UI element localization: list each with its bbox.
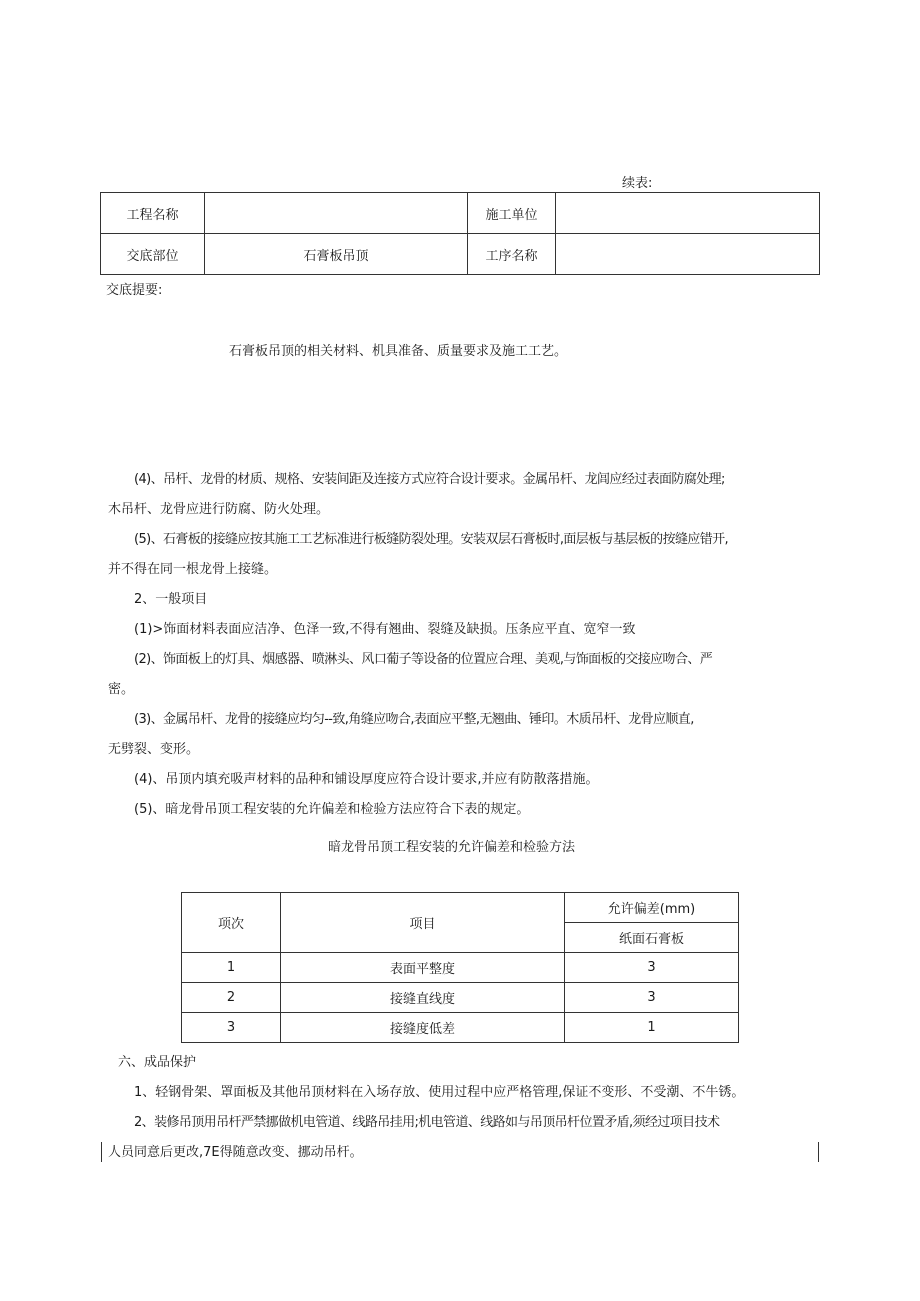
- paragraph-line: (5)、暗龙骨吊顶工程安装的允许偏差和检验方法应符合下表的规定。: [134, 802, 530, 817]
- contractor-value: [556, 193, 820, 234]
- section-heading: 2、一般项目: [134, 592, 208, 607]
- paragraph-line: 并不得在同一根龙骨上接缝。: [108, 562, 278, 577]
- continued-label: 续表:: [622, 176, 653, 191]
- summary-text: 石膏板吊顶的相关材料、机具准备、质量要求及施工工艺。: [229, 344, 568, 359]
- project-name-value: [205, 193, 468, 234]
- row-item: 接缝度低差: [281, 1013, 565, 1043]
- col-tolerance-header: 允许偏差(mm): [565, 893, 739, 923]
- table-row: [182, 893, 739, 923]
- project-name-label: 工程名称: [101, 193, 205, 234]
- paragraph-line: (3)、金属吊杆、龙骨的接缝应均匀--致,角缝应吻合,表面应平整,无翘曲、锤印。木质吊杆、龙骨应顺直,: [134, 712, 694, 727]
- row-item: 接缝直线度: [281, 983, 565, 1013]
- tolerance-table: [181, 892, 739, 1043]
- protection-section: [108, 1048, 818, 1168]
- paragraph-line: 2、装修吊顶用吊杆严禁挪做机电管道、线路吊挂用;机电管道、线路如与吊顶吊杆位置矛盾,须经过项目技术: [134, 1115, 720, 1130]
- summary-label: 交底提要:: [106, 283, 163, 298]
- paragraph-line: 密。: [108, 682, 135, 697]
- row-item: 表面平整度: [281, 953, 565, 983]
- row-value: 3: [565, 983, 739, 1013]
- paragraph-line: (2)、饰面板上的灯具、烟感器、喷淋头、风口葡子等设备的位置应合理、美观,与饰面板的交接应吻合、严: [134, 652, 713, 667]
- row-index: 3: [182, 1013, 281, 1043]
- table-row: [182, 1013, 739, 1043]
- process-name-value: [556, 234, 820, 275]
- table-row: [182, 953, 739, 983]
- contractor-label: 施工单位: [468, 193, 556, 234]
- process-name-label: 工序名称: [468, 234, 556, 275]
- col-item-header: 项目: [281, 893, 565, 953]
- row-value: 1: [565, 1013, 739, 1043]
- row-value: 3: [565, 953, 739, 983]
- header-table: [100, 192, 820, 275]
- paragraph-line: 无劈裂、变形。: [108, 742, 200, 757]
- paragraph-line: (1)>饰面材料表面应洁净、色泽一致,不得有翘曲、裂缝及缺损。压条应平直、宽窄一致: [134, 622, 636, 637]
- paragraph-line: (5)、石膏板的接缝应按其施工工艺标准进行板缝防裂处理。安装双层石膏板时,面层板与基层板的按缝应错开,: [134, 532, 729, 547]
- row-index: 2: [182, 983, 281, 1013]
- main-requirements: [108, 465, 818, 825]
- spec-table-title: 暗龙骨吊顶工程安装的允许偏差和检验方法: [328, 840, 576, 855]
- table-row: [101, 193, 820, 234]
- paragraph-line: 木吊杆、龙骨应进行防腐、防火处理。: [108, 502, 330, 517]
- handover-part-label: 交底部位: [101, 234, 205, 275]
- col-index-header: 项次: [182, 893, 281, 953]
- paragraph-line: 人员同意后更改,7E得随意改变、挪动吊杆。: [108, 1145, 363, 1160]
- paragraph-line: (4)、吊杆、龙骨的材质、规格、安装间距及连接方式应符合设计要求。金属吊杆、龙闾应经过表面防腐处理;: [134, 472, 725, 487]
- paragraph-line: 1、轻钢骨架、罩面板及其他吊顶材料在入场存放、使用过程中应严格管理,保证不变形、不受潮、不牛锈。: [134, 1085, 745, 1100]
- handover-part-value: 石膏板吊顶: [205, 234, 468, 275]
- paragraph-line: (4)、吊顶内填充吸声材料的品种和铺设厚度应符合设计要求,并应有防散落措施。: [134, 772, 599, 787]
- col-sub-header: 纸面石膏板: [565, 923, 739, 953]
- table-row: [101, 234, 820, 275]
- right-border-mark: [818, 1142, 819, 1162]
- left-border-mark: [101, 1142, 102, 1162]
- table-row: [182, 983, 739, 1013]
- section-heading: 六、成品保护: [118, 1055, 197, 1070]
- row-index: 1: [182, 953, 281, 983]
